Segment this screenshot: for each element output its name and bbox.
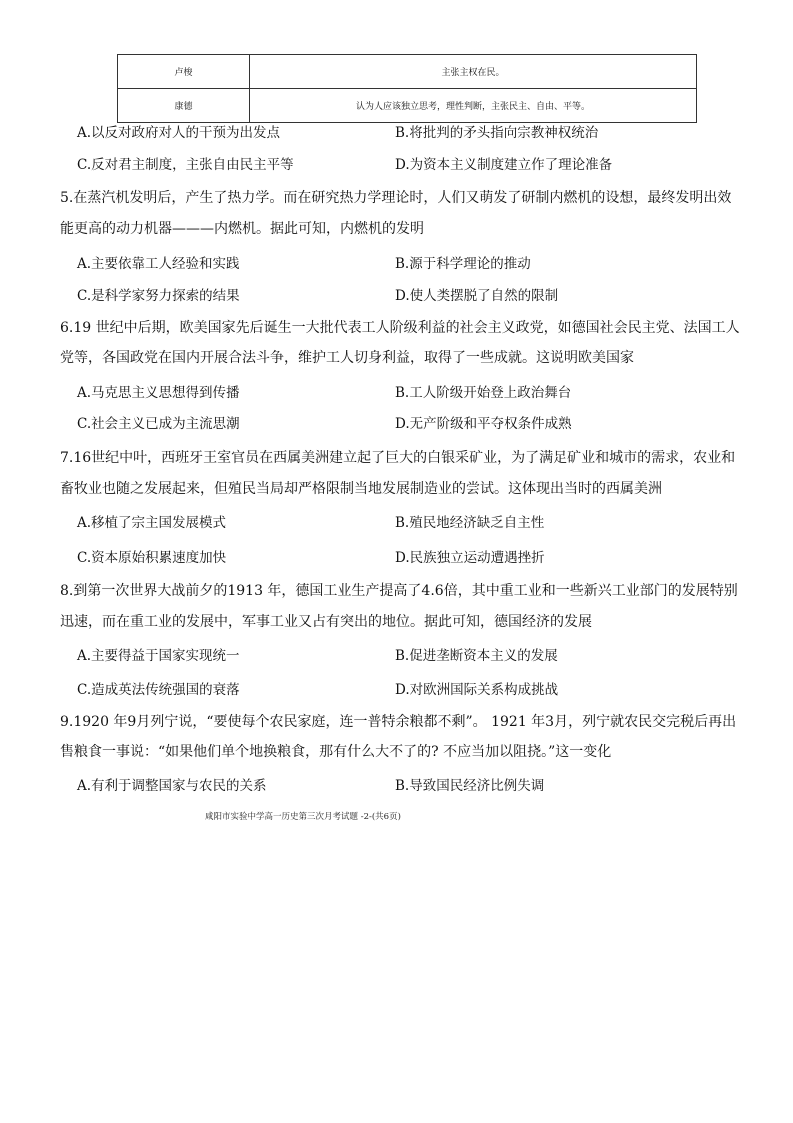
q4-option-b: B.将批判的矛头指向宗教神权统治 (395, 125, 599, 141)
q5-option-a: A.主要依靠工人经验和实践 (77, 256, 240, 272)
thinker-view: 主张主权在民。 (250, 55, 697, 89)
q8-option-c: C.造成英法传统强国的衰落 (77, 682, 240, 698)
thinker-view: 认为人应该独立思考，理性判断，主张民主、自由、平等。 (250, 89, 697, 123)
q6-option-c: C.社会主义已成为主流思潮 (77, 416, 240, 432)
q8-option-a: A.主要得益于国家实现统一 (77, 648, 240, 664)
q8-stem-line2: 迅速，而在重工业的发展中，军事工业又占有突出的地位。据此可知，德国经济的发展 (60, 614, 592, 630)
q9-stem-line2: 售粮食一事说：“如果他们单个地换粮食，那有什么大不了的? 不应当加以阻挠。”这一变化 (60, 744, 612, 760)
page-footer: 咸阳市实验中学高一历史第三次月考试题 -2-(共6页) (205, 812, 401, 822)
q8-option-d: D.对欧洲国际关系构成挑战 (395, 682, 559, 698)
table-row (118, 89, 697, 123)
q7-stem-line2: 畜牧业也随之发展起来，但殖民当局却严格限制当地发展制造业的尝试。这体现出当时的西属美洲 (60, 481, 662, 497)
thinker-name: 康德 (118, 89, 250, 123)
q6-stem-line1: 6.19 世纪中后期，欧美国家先后诞生一大批代表工人阶级利益的社会主义政党，如德国社会民主党、法国工人 (60, 320, 740, 336)
q7-stem-line1: 7.16世纪中叶，西班牙王室官员在西属美洲建立起了巨大的白银采矿业，为了满足矿业和城市的需求，农业和 (60, 450, 736, 466)
q8-stem-line1: 8.到第一次世界大战前夕的1913 年，德国工业生产提高了4.6倍，其中重工业和一些新兴工业部门的发展特别 (60, 583, 738, 599)
q8-option-b: B.促进垄断资本主义的发展 (395, 648, 558, 664)
q7-option-d: D.民族独立运动遭遇挫折 (395, 550, 545, 566)
q4-option-c: C.反对君主制度，主张自由民主平等 (77, 157, 294, 173)
q5-option-c: C.是科学家努力探索的结果 (77, 288, 240, 304)
q5-stem-line1: 5.在蒸汽机发明后，产生了热力学。而在研究热力学理论时，人们又萌发了研制内燃机的设想，最终发明出效 (60, 190, 732, 206)
q6-option-d: D.无产阶级和平夺权条件成熟 (395, 416, 572, 432)
q9-option-a: A.有利于调整国家与农民的关系 (77, 778, 267, 794)
q6-option-a: A.马克思主义思想得到传播 (77, 385, 240, 401)
table-row (118, 55, 697, 89)
q4-option-a: A.以反对政府对人的干预为出发点 (77, 125, 281, 141)
q4-option-d: D.为资本主义制度建立作了理论准备 (395, 157, 613, 173)
q5-stem-line2: 能更高的动力机器———内燃机。据此可知，内燃机的发明 (60, 221, 424, 237)
q7-option-c: C.资本原始积累速度加快 (77, 550, 227, 566)
q9-stem-line1: 9.1920 年9月列宁说，“要使每个农民家庭，连一普特余粮都不剩”。 1921 年3月，列宁就农民交完税后再出 (60, 714, 737, 730)
thinker-name: 卢梭 (118, 55, 250, 89)
q6-option-b: B.工人阶级开始登上政治舞台 (395, 385, 572, 401)
q5-option-d: D.使人类摆脱了自然的限制 (395, 288, 559, 304)
q5-option-b: B.源于科学理论的推动 (395, 256, 531, 272)
thinkers-table (117, 54, 697, 123)
q9-option-b: B.导致国民经济比例失调 (395, 778, 545, 794)
q7-option-a: A.移植了宗主国发展模式 (77, 515, 227, 531)
q6-stem-line2: 党等，各国政党在国内开展合法斗争，维护工人切身利益，取得了一些成就。这说明欧美国家 (60, 350, 634, 366)
q7-option-b: B.殖民地经济缺乏自主性 (395, 515, 545, 531)
